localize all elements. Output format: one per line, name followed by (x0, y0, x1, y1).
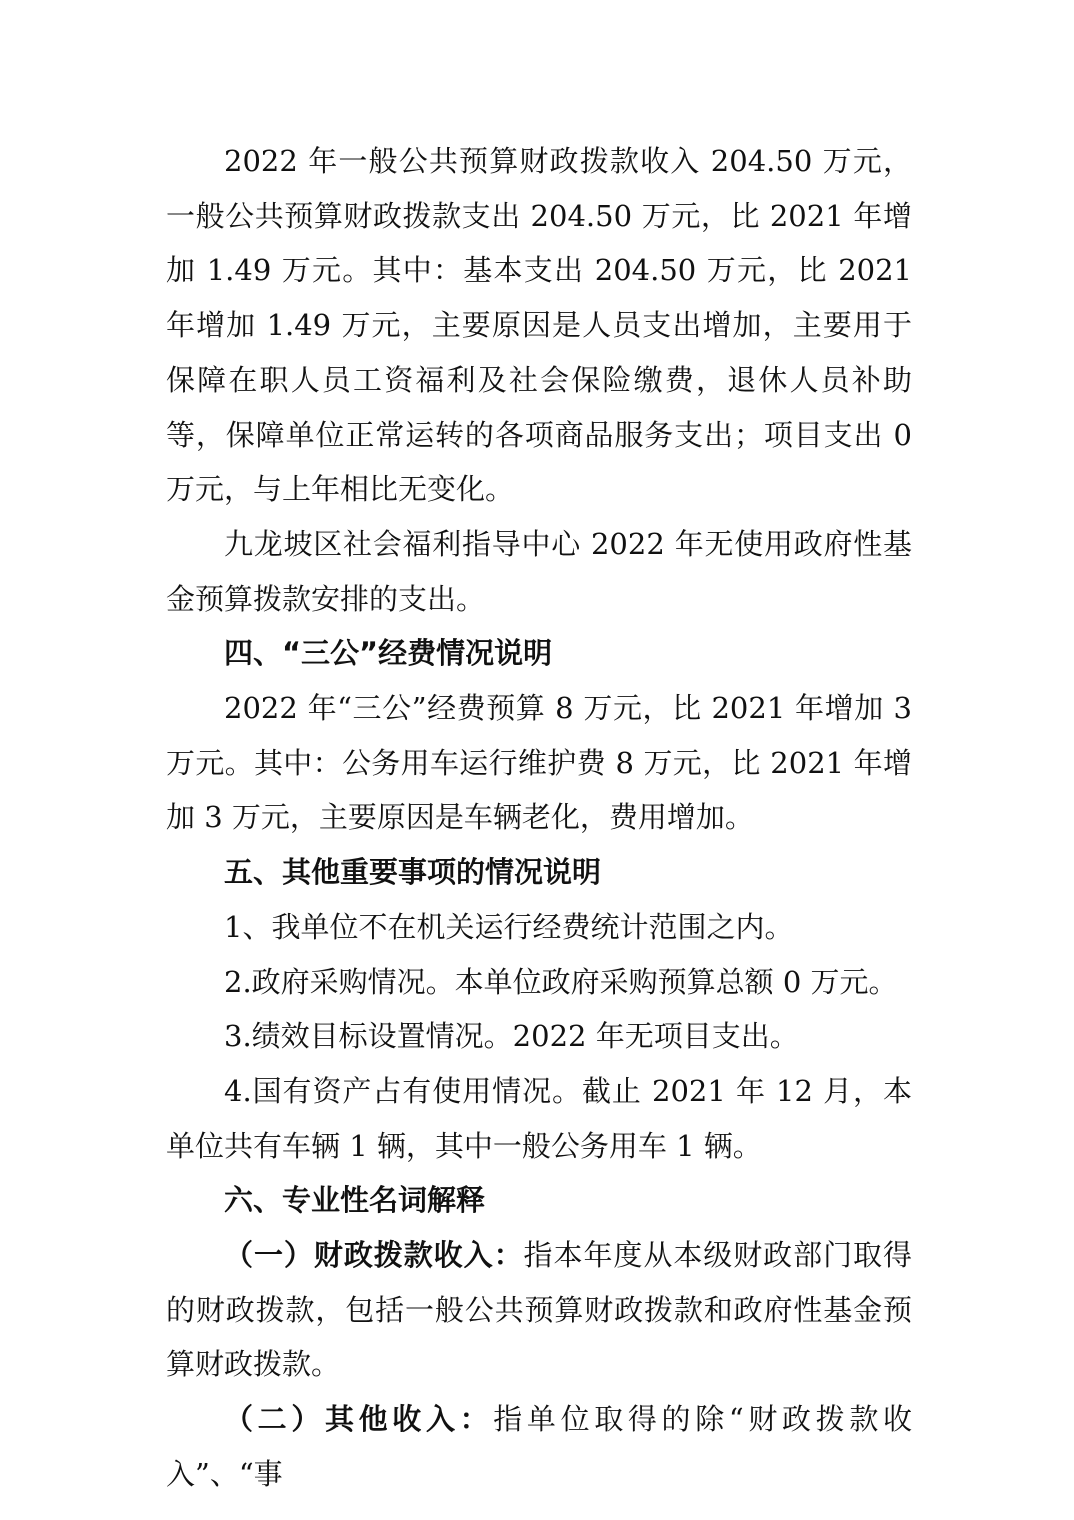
term-definition-other-income (166, 1392, 912, 1501)
term-label-fiscal-income: （一）财政拨款收入： (224, 1238, 524, 1273)
section-heading-terminology: 六、专业性名词解释 (224, 1183, 486, 1218)
paragraph-item-4: 4.国有资产占有使用情况。截止 2021 年 12 月，本单位共有车辆 1 辆，其中一般公务用车 1 辆。 (166, 1073, 912, 1163)
section-heading-other-matters: 五、其他重要事项的情况说明 (224, 855, 602, 890)
paragraph-item-3: 3.绩效目标设置情况。2022 年无项目支出。 (224, 1019, 799, 1054)
paragraph-three-public-expenses: 2022 年“三公”经费预算 8 万元，比 2021 年增加 3 万元。其中：公务用车运行维护费 8 万元，比 2021 年增加 3 万元，主要原因是车辆老化，费用增加。 (166, 691, 912, 835)
term-text-other-income: 指单位取得的除“财政拨款收入”、“事 (166, 1402, 912, 1491)
term-definition-fiscal-income (166, 1228, 912, 1392)
document-page (166, 134, 912, 1502)
section-heading-three-public: 四、“三公”经费情况说明 (224, 636, 553, 671)
paragraph-budget-summary: 2022 年一般公共预算财政拨款收入 204.50 万元，一般公共预算财政拨款支出 204.50 万元，比 2021 年增加 1.49 万元。其中：基本支出 204.50 万元，比 2021 年增加 1.49 万元，主要原因是人员支出增加，主要用于保障在职人员工资福利及社会保险缴费，退休人员补助等，保障单位正常运转的各项商品服务支出；项目支出 0 万元，与上年相比无变化。 (166, 144, 912, 507)
paragraph-item-1: 1、我单位不在机关运行经费统计范围之内。 (224, 909, 794, 944)
term-label-other-income: （二）其他收入： (224, 1402, 494, 1437)
paragraph-item-2: 2.政府采购情况。本单位政府采购预算总额 0 万元。 (224, 964, 898, 999)
paragraph-government-fund: 九龙坡区社会福利指导中心 2022 年无使用政府性基金预算拨款安排的支出。 (166, 526, 912, 616)
term-text-fiscal-income: 指本年度从本级财政部门取得的财政拨款，包括一般公共预算财政拨款和政府性基金预算财政拨款。 (166, 1238, 912, 1382)
